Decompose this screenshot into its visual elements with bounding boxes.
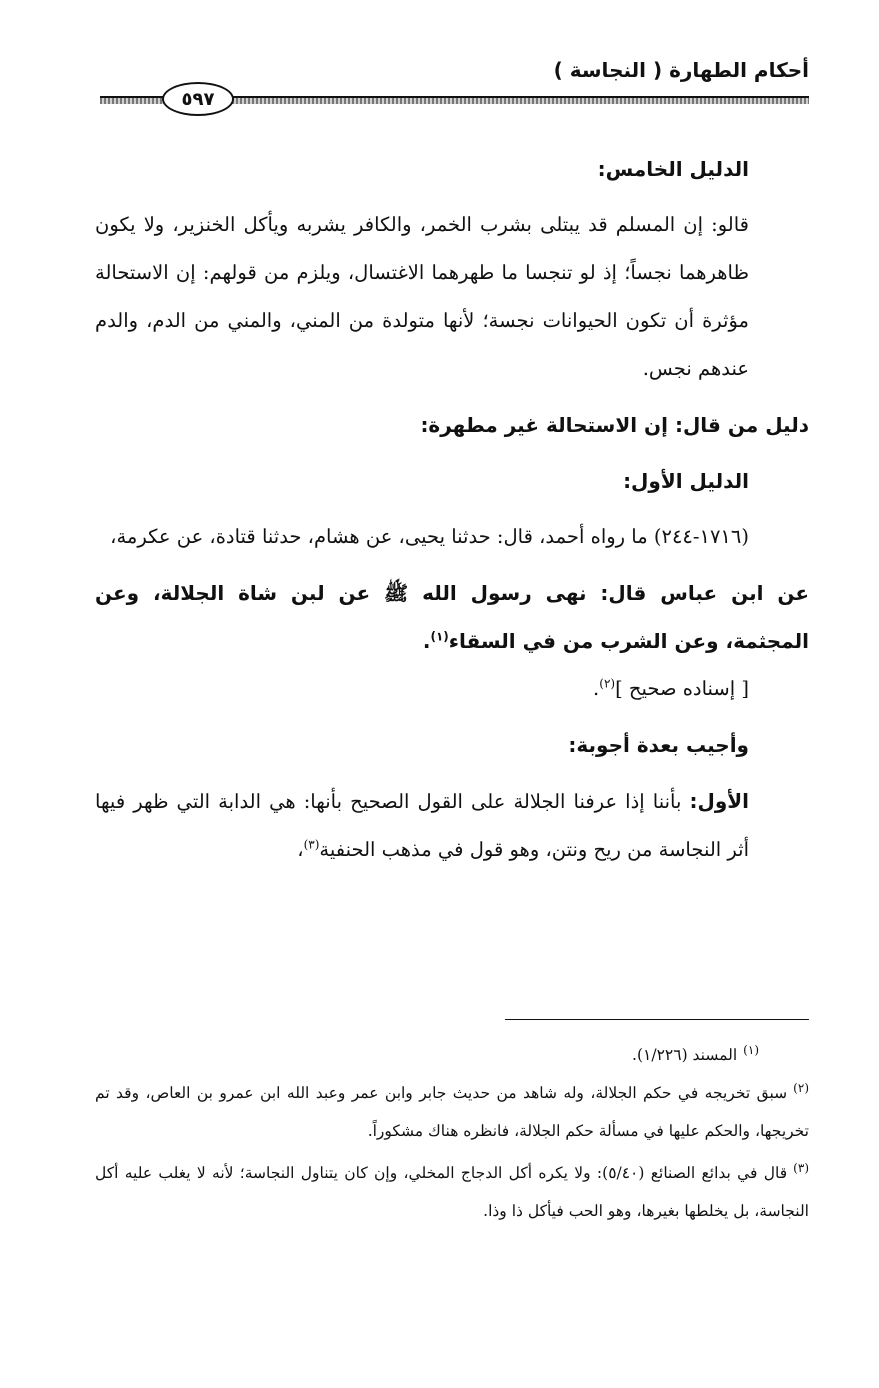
footnote-2 xyxy=(95,1074,809,1150)
paragraph-first-answer xyxy=(95,777,809,874)
heading-fifth-evidence: الدليل الخامس: xyxy=(597,157,749,181)
hadith-end: . xyxy=(422,629,431,653)
hadith-grading xyxy=(95,665,809,713)
footnote-ref-3: (٣) xyxy=(303,837,320,852)
footnote-1 xyxy=(95,1036,809,1074)
paragraph-hadith-chain: (١٧١٦-٢٤٤) ما رواه أحمد، قال: حدثنا يحيى، عن هشام، حدثنا قتادة، عن عكرمة، xyxy=(110,525,749,548)
footnote-ref-2: (٢) xyxy=(599,676,616,691)
footnotes xyxy=(95,1036,809,1230)
hadith-text xyxy=(95,569,809,665)
footnote-text: سبق تخريجه في حكم الجلالة، وله شاهد من حديث جابر وابن عمر وعبد الله ابن عمرو بن العاص، وقد تم تخريجها، والحكم عليها في مسألة حكم الجلالة، فانظره هناك مشكوراً. xyxy=(95,1084,809,1140)
main-text xyxy=(95,145,809,874)
footnote-separator xyxy=(505,1019,809,1020)
footnote-3 xyxy=(95,1154,809,1230)
running-header-title: أحكام الطهارة ( النجاسة ) xyxy=(553,58,809,82)
first-answer-end: ، xyxy=(297,838,304,861)
heading-answers: وأجيب بعدة أجوبة: xyxy=(568,733,749,757)
grading-end: . xyxy=(593,677,600,700)
first-answer-text: بأننا إذا عرفنا الجلالة على القول الصحيح بأنها: هي الدابة التي ظهر فيها أثر النجاسة من ريح ونتن، وهو قول في مذهب الحنفية xyxy=(95,790,749,861)
footnote-text: قال في بدائع الصنائع (٥/٤٠): ولا يكره أكل الدجاج المخلي، وإن كان يتناول النجاسة؛ لأنه لا يغلب عليه أكل النجاسة، بل يخلطها بغيرها، وهو الحب فيأكل ذا وذا. xyxy=(95,1164,809,1220)
paragraph-fifth-evidence: قالو: إن المسلم قد يبتلى بشرب الخمر، والكافر يشربه ويأكل الخنزير، ولا يكون ظاهرهما نجساً؛ إذ لو تنجسا ما طهرهما الاغتسال، ويلزم من قولهم: إن الاستحالة مؤثرة أن تكون الحيوانات نجسة؛ لأنها متولدة من المني، والمني من الدم، والدم عندهم نجس. xyxy=(95,213,749,380)
footnote-ref-1: (١) xyxy=(430,629,449,644)
first-answer-label: الأول: xyxy=(689,789,749,813)
footnote-number: (٢) xyxy=(793,1080,809,1095)
footnote-number: (١) xyxy=(743,1042,759,1057)
page-number-badge: ٥٩٧ xyxy=(162,82,234,116)
footnote-number: (٣) xyxy=(793,1160,809,1175)
heading-first-evidence: الدليل الأول: xyxy=(623,469,749,493)
hadith-body: عن ابن عباس قال: نهى رسول الله ﷺ عن لبن شاة الجلالة، وعن المجثمة، وعن الشرب من في السقاء xyxy=(95,581,809,653)
grading-text: [ إسناده صحيح ] xyxy=(615,677,749,700)
heading-opposing-view: دليل من قال: إن الاستحالة غير مطهرة: xyxy=(420,413,809,437)
footnote-text: المسند (١/٢٢٦). xyxy=(632,1046,738,1064)
